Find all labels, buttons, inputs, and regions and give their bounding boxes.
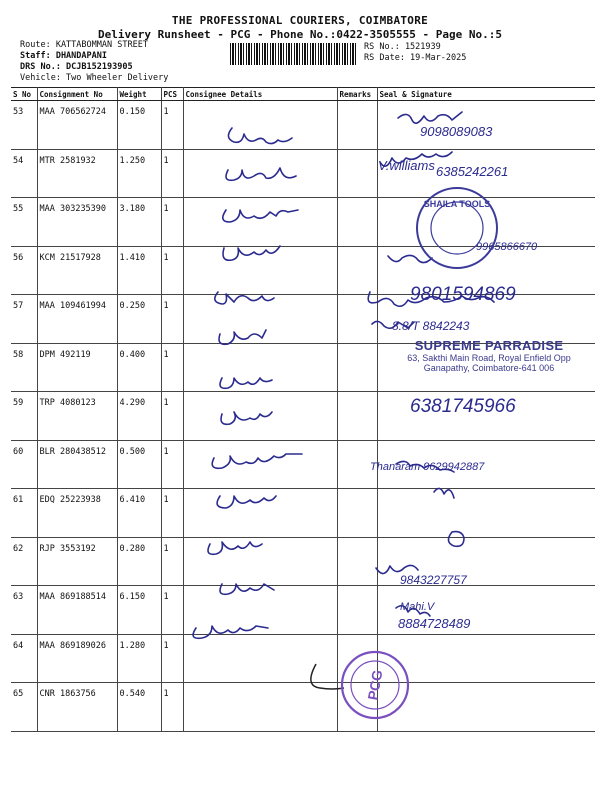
sno: 55	[11, 198, 37, 247]
consignment-no: EDQ 25223938	[37, 489, 117, 538]
sig-name-65: Mahi.V	[400, 601, 435, 613]
consignment-no: MAA 706562724	[37, 101, 117, 150]
sig-phone-54: V.williams	[378, 158, 435, 173]
col-remarks: Remarks	[337, 88, 377, 101]
vehicle: Vehicle: Two Wheeler Delivery	[20, 73, 169, 83]
pcs: 1	[161, 149, 183, 198]
consignment-no: BLR 280438512	[37, 440, 117, 489]
svg-text:PCG: PCG	[364, 668, 386, 702]
consignment-no: RJP 3553192	[37, 537, 117, 586]
sig-phone-57: 9801594869	[410, 284, 516, 305]
sno: 62	[11, 537, 37, 586]
weight: 4.290	[117, 392, 161, 441]
sig-phone-53: 9098089083	[420, 124, 493, 139]
rs-number: RS No.: 1521939	[364, 42, 441, 52]
col-signature: Seal & Signature	[377, 88, 595, 101]
col-consignee: Consignee Details	[183, 88, 337, 101]
consignment-no: TRP 4080123	[37, 392, 117, 441]
consignment-no: DPM 492119	[37, 343, 117, 392]
sig-phone-64: 9843227757	[400, 573, 467, 587]
pcs: 1	[161, 295, 183, 344]
sno: 57	[11, 295, 37, 344]
weight: 3.180	[117, 198, 161, 247]
pcs: 1	[161, 198, 183, 247]
supreme-addr1: 63, Sakthi Main Road, Royal Enfield Opp	[407, 353, 571, 363]
sig-phone-60: 6381745966	[410, 396, 516, 417]
pcs: 1	[161, 343, 183, 392]
shop-stamp	[412, 183, 502, 273]
sig-phone-65: 8884728489	[398, 616, 471, 631]
consignment-no: MAA 303235390	[37, 198, 117, 247]
sig-note-58: 8.8/T 8842243	[392, 319, 470, 333]
runsheet-subtitle: Delivery Runsheet - PCG - Phone No.:0422-3505555 - Page No.:5	[98, 28, 502, 41]
weight: 0.280	[117, 537, 161, 586]
pcs: 1	[161, 683, 183, 732]
weight: 1.280	[117, 634, 161, 683]
sig-phone-54b: 6385242261	[436, 164, 509, 179]
sno: 58	[11, 343, 37, 392]
pcs: 1	[161, 246, 183, 295]
weight: 1.250	[117, 149, 161, 198]
consignment-no: MAA 869189026	[37, 634, 117, 683]
route: Route: KATTABOMMAN STREET	[20, 40, 148, 50]
col-pcs: PCS	[161, 88, 183, 101]
sig-phone-56: 9965866670	[476, 241, 538, 253]
sno: 65	[11, 683, 37, 732]
pcs: 1	[161, 537, 183, 586]
rs-date: RS Date: 19-Mar-2025	[364, 53, 467, 63]
col-weight: Weight	[117, 88, 161, 101]
sno: 63	[11, 586, 37, 635]
pcs: 1	[161, 634, 183, 683]
sno: 60	[11, 440, 37, 489]
sno: 64	[11, 634, 37, 683]
consignment-no: CNR 1863756	[37, 683, 117, 732]
weight: 0.400	[117, 343, 161, 392]
sig-name-62: Thanaram 9629942887	[370, 461, 485, 473]
consignment-no: MTR 2581932	[37, 149, 117, 198]
sno: 54	[11, 149, 37, 198]
col-consignment: Consignment No	[37, 88, 117, 101]
pcg-stamp	[338, 648, 412, 722]
consignment-no: KCM 21517928	[37, 246, 117, 295]
sno: 56	[11, 246, 37, 295]
consignment-no: MAA 109461994	[37, 295, 117, 344]
consignment-no: MAA 869188514	[37, 586, 117, 635]
weight: 6.150	[117, 586, 161, 635]
supreme-name: SUPREME PARRADISE	[414, 338, 564, 353]
staff: Staff: DHANDAPANI	[20, 51, 107, 61]
supreme-stamp	[384, 338, 594, 373]
weight: 1.410	[117, 246, 161, 295]
drs-number: DRS No.: DCJB152193905	[20, 62, 133, 72]
supreme-addr2: Ganapathy, Coimbatore-641 006	[423, 363, 555, 373]
pcs: 1	[161, 392, 183, 441]
pcs: 1	[161, 586, 183, 635]
sno: 61	[11, 489, 37, 538]
company-title: THE PROFESSIONAL COURIERS, COIMBATORE	[171, 14, 429, 27]
svg-text:SHAILA TOOLS: SHAILA TOOLS	[423, 199, 491, 209]
pcs: 1	[161, 440, 183, 489]
col-sno: S No	[11, 88, 37, 101]
weight: 6.410	[117, 489, 161, 538]
weight: 0.250	[117, 295, 161, 344]
sno: 53	[11, 101, 37, 150]
pcs: 1	[161, 101, 183, 150]
weight: 0.150	[117, 101, 161, 150]
pcs: 1	[161, 489, 183, 538]
sno: 59	[11, 392, 37, 441]
weight: 0.500	[117, 440, 161, 489]
weight: 0.540	[117, 683, 161, 732]
